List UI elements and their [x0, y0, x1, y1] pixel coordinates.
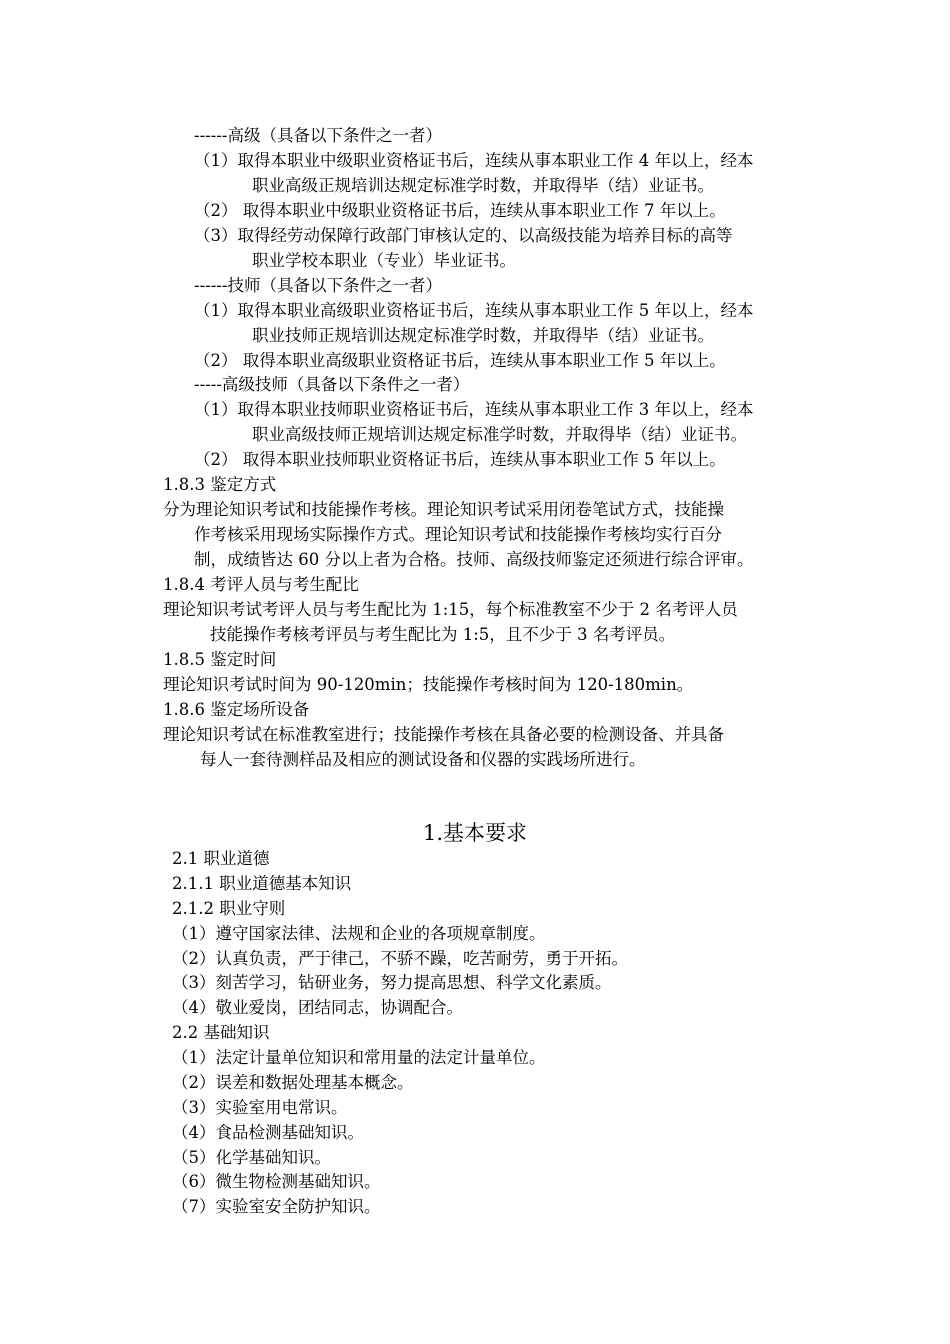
senior-condition-2: （2） 取得本职业中级职业资格证书后，连续从事本职业工作 7 年以上。: [194, 201, 726, 220]
heading-1-8-3: 1.8.3 鉴定方式: [163, 475, 277, 494]
senior-condition-1: （1）取得本职业中级职业资格证书后，连续从事本职业工作 4 年以上，经本: [194, 151, 754, 170]
list-item: （1）法定计量单位知识和常用量的法定计量单位。: [172, 1048, 546, 1067]
paragraph-1-8-4-line-2: 技能操作考核考评员与考生配比为 1:5，且不少于 3 名考评员。: [210, 625, 676, 644]
list-item: （3）刻苦学习，钻研业务，努力提高思想、科学文化素质。: [172, 973, 612, 992]
list-item: （6）微生物检测基础知识。: [172, 1172, 381, 1191]
heading-2-1: 2.1 职业道德: [172, 849, 270, 868]
section-title: 1.基本要求: [422, 821, 528, 845]
senior-heading: ------高级（具备以下条件之一者）: [194, 126, 442, 145]
paragraph-1-8-4: 理论知识考试考评人员与考生配比为 1:15，每个标准教室不少于 2 名考评人员: [163, 600, 738, 619]
heading-2-1-1: 2.1.1 职业道德基本知识: [172, 874, 352, 893]
heading-2-2: 2.2 基础知识: [172, 1023, 270, 1042]
heading-2-1-2: 2.1.2 职业守则: [172, 899, 286, 918]
senior-condition-1-cont: 职业高级正规培训达规定标准学时数，并取得毕（结）业证书。: [252, 176, 714, 195]
paragraph-1-8-3: 分为理论知识考试和技能操作考核。理论知识考试采用闭卷笔试方式，技能操: [163, 500, 724, 519]
technician-condition-1-cont: 职业技师正规培训达规定标准学时数，并取得毕（结）业证书。: [252, 326, 714, 345]
technician-condition-2: （2） 取得本职业高级职业资格证书后，连续从事本职业工作 5 年以上。: [194, 351, 726, 370]
heading-1-8-4: 1.8.4 考评人员与考生配比: [163, 575, 359, 594]
senior-condition-3: （3）取得经劳动保障行政部门审核认定的、以高级技能为培养目标的高等: [194, 226, 733, 245]
list-item: （5）化学基础知识。: [172, 1148, 331, 1167]
paragraph-1-8-5: 理论知识考试时间为 90-120min；技能操作考核时间为 120-180min。: [163, 675, 694, 694]
paragraph-1-8-3-line-3: 制，成绩皆达 60 分以上者为合格。技师、高级技师鉴定还须进行综合评审。: [194, 550, 754, 569]
paragraph-1-8-6-line-2: 每人一套待测样品及相应的测试设备和仪器的实践场所进行。: [200, 750, 646, 769]
list-item: （4）食品检测基础知识。: [172, 1123, 364, 1142]
senior-technician-condition-1: （1）取得本职业技师职业资格证书后，连续从事本职业工作 3 年以上，经本: [194, 400, 754, 419]
list-item: （4）敬业爱岗，团结同志，协调配合。: [172, 998, 463, 1017]
senior-technician-condition-2: （2） 取得本职业技师职业资格证书后，连续从事本职业工作 5 年以上。: [194, 450, 726, 469]
senior-technician-condition-1-cont: 职业高级技师正规培训达规定标准学时数，并取得毕（结）业证书。: [252, 425, 747, 444]
senior-technician-heading: -----高级技师（具备以下条件之一者）: [194, 375, 470, 394]
senior-condition-3-cont: 职业学校本职业（专业）毕业证书。: [252, 251, 516, 270]
heading-1-8-5: 1.8.5 鉴定时间: [163, 650, 277, 669]
list-item: （2）误差和数据处理基本概念。: [172, 1073, 414, 1092]
list-item: （3）实验室用电常识。: [172, 1098, 348, 1117]
technician-condition-1: （1）取得本职业高级职业资格证书后，连续从事本职业工作 5 年以上，经本: [194, 301, 754, 320]
paragraph-1-8-6: 理论知识考试在标准教室进行；技能操作考核在具备必要的检测设备、并具备: [163, 725, 724, 744]
paragraph-1-8-3-line-2: 作考核采用现场实际操作方式。理论知识考试和技能操作考核均实行百分: [194, 525, 722, 544]
list-item: （7）实验室安全防护知识。: [172, 1197, 381, 1216]
list-item: （2）认真负责，严于律己，不骄不躁，吃苦耐劳，勇于开拓。: [172, 949, 628, 968]
technician-heading: ------技师（具备以下条件之一者）: [194, 276, 442, 295]
list-item: （1）遵守国家法律、法规和企业的各项规章制度。: [172, 924, 546, 943]
heading-1-8-6: 1.8.6 鉴定场所设备: [163, 700, 310, 719]
